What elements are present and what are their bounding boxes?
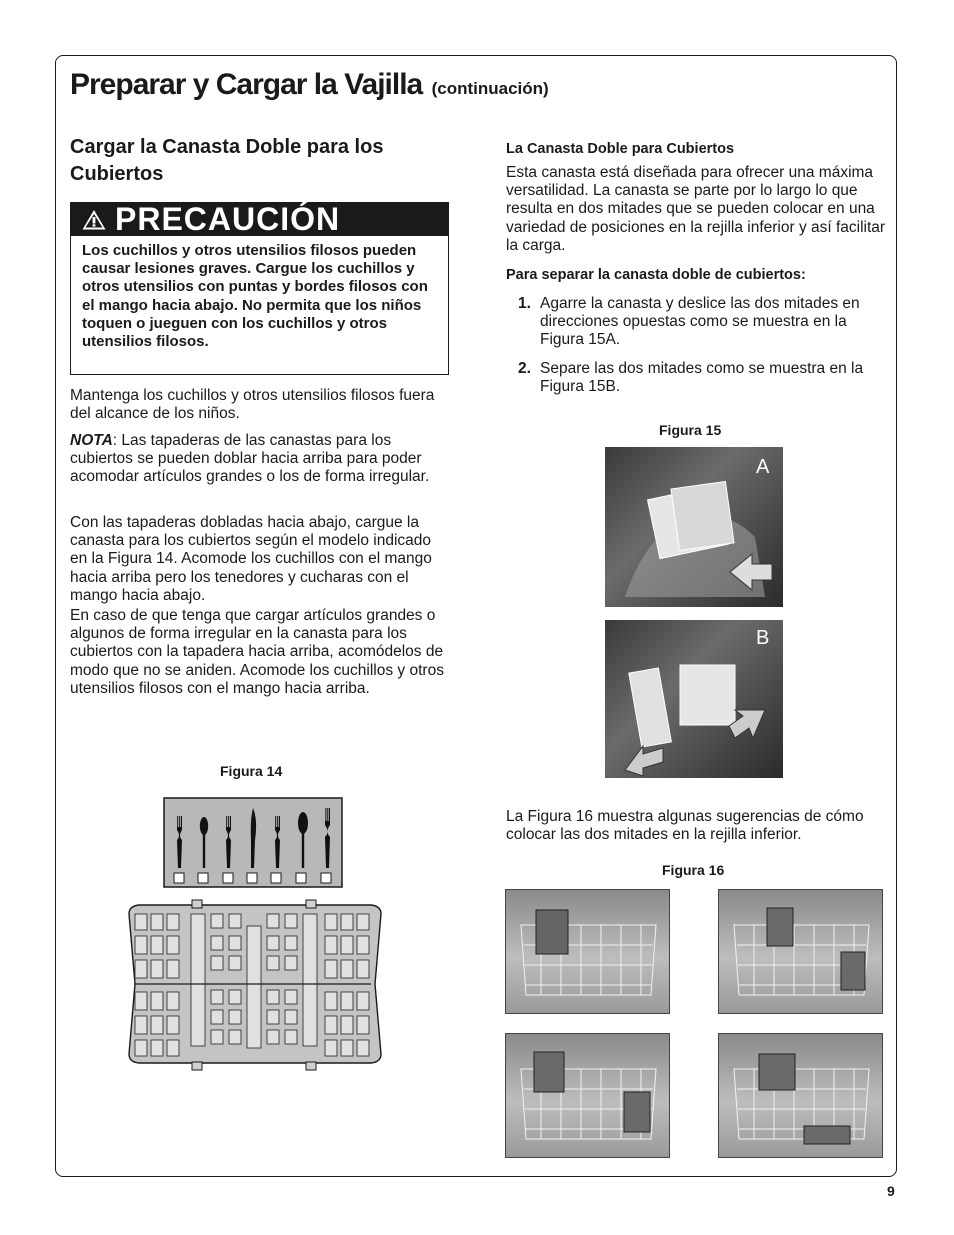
figure-16-photo-1	[505, 889, 670, 1014]
step-text: Separe las dos mitades como se muestra en la Figura 15B.	[540, 360, 864, 396]
step-number: 1.	[518, 295, 531, 312]
step-number: 2.	[518, 360, 531, 377]
warning-triangle-icon	[81, 208, 107, 231]
right-paragraph-figure16: La Figura 16 muestra algunas sugerencias de cómo colocar las dos mitades en la rejilla inferior.	[506, 808, 864, 844]
note-label: NOTA	[70, 432, 113, 449]
step-text: Agarre la canasta y deslice las dos mitades en direcciones opuestas como se muestra en la Figura 15A.	[540, 295, 860, 349]
step-item	[506, 360, 886, 396]
caution-box	[70, 202, 449, 375]
paragraph-keep-away: Mantenga los cuchillos y otros utensilios filosos fuera del alcance de los niños.	[70, 387, 435, 423]
figure-16-caption: Figura 16	[662, 862, 725, 878]
figure-14-caption: Figura 14	[220, 763, 283, 779]
paragraph-load-model: Con las tapaderas dobladas hacia abajo, cargue la canasta para los cubiertos según el modelo indicado en la Figura 14. Acomode los cuchillos con el mango hacia arriba pero los tenedores y cucharas con el mango hacia abajo.	[70, 514, 432, 604]
steps-heading: Para separar la canasta doble de cubiertos:	[506, 267, 806, 283]
figure-15-caption: Figura 15	[659, 422, 722, 438]
figure-15b-label: B	[756, 627, 770, 649]
paragraph-large-items: En caso de que tenga que cargar artículos grandes o algunos de forma irregular en la canasta para los cubiertos con la tapadera hacia arriba, acomódelos de modo que no se aniden. Acomode los cuchillos y otros utensilios filosos con el mango hacia arriba.	[70, 607, 444, 697]
caution-heading: PRECAUCIÓN	[115, 201, 341, 237]
right-heading: La Canasta Doble para Cubiertos	[506, 141, 735, 157]
figure-15a-photo	[605, 447, 783, 607]
step-item	[506, 295, 886, 350]
page-number: 9	[887, 1183, 895, 1199]
note-paragraph	[70, 432, 450, 487]
note-text: : Las tapaderas de las canastas para los cubiertos se pueden doblar hacia arriba para poder acomodar artículos grandes o los de forma irregular.	[70, 432, 430, 486]
figure-16-photo-3	[505, 1033, 670, 1158]
figure-16-photo-2	[718, 889, 883, 1014]
caution-text: Los cuchillos y otros utensilios filosos pueden causar lesiones graves. Cargue los cuchillos y otros utensilios con puntas y bordes filosos con el mango hacia abajo. No permita que los niños toquen o jueguen con los cuchillos y otros utensilios filosos.	[82, 242, 428, 351]
figure-15a-label: A	[756, 456, 770, 478]
page-subtitle: (continuación)	[431, 79, 549, 98]
figure-16-photo-4	[718, 1033, 883, 1158]
caution-header	[71, 203, 448, 236]
section-title: Cargar la Canasta Doble para los Cubiertos	[70, 136, 384, 185]
figure-15b-photo	[605, 620, 783, 778]
page-title: Preparar y Cargar la Vajilla (continuación)	[70, 68, 549, 101]
figure-14-illustration	[125, 796, 395, 1086]
right-paragraph-versatility: Esta canasta está diseñada para ofrecer una máxima versatilidad. La canasta se parte por lo largo lo que resulta en dos mitades que se pueden colocar en una variedad de posiciones en la rejilla inferior y así facilitar la carga.	[506, 164, 886, 254]
